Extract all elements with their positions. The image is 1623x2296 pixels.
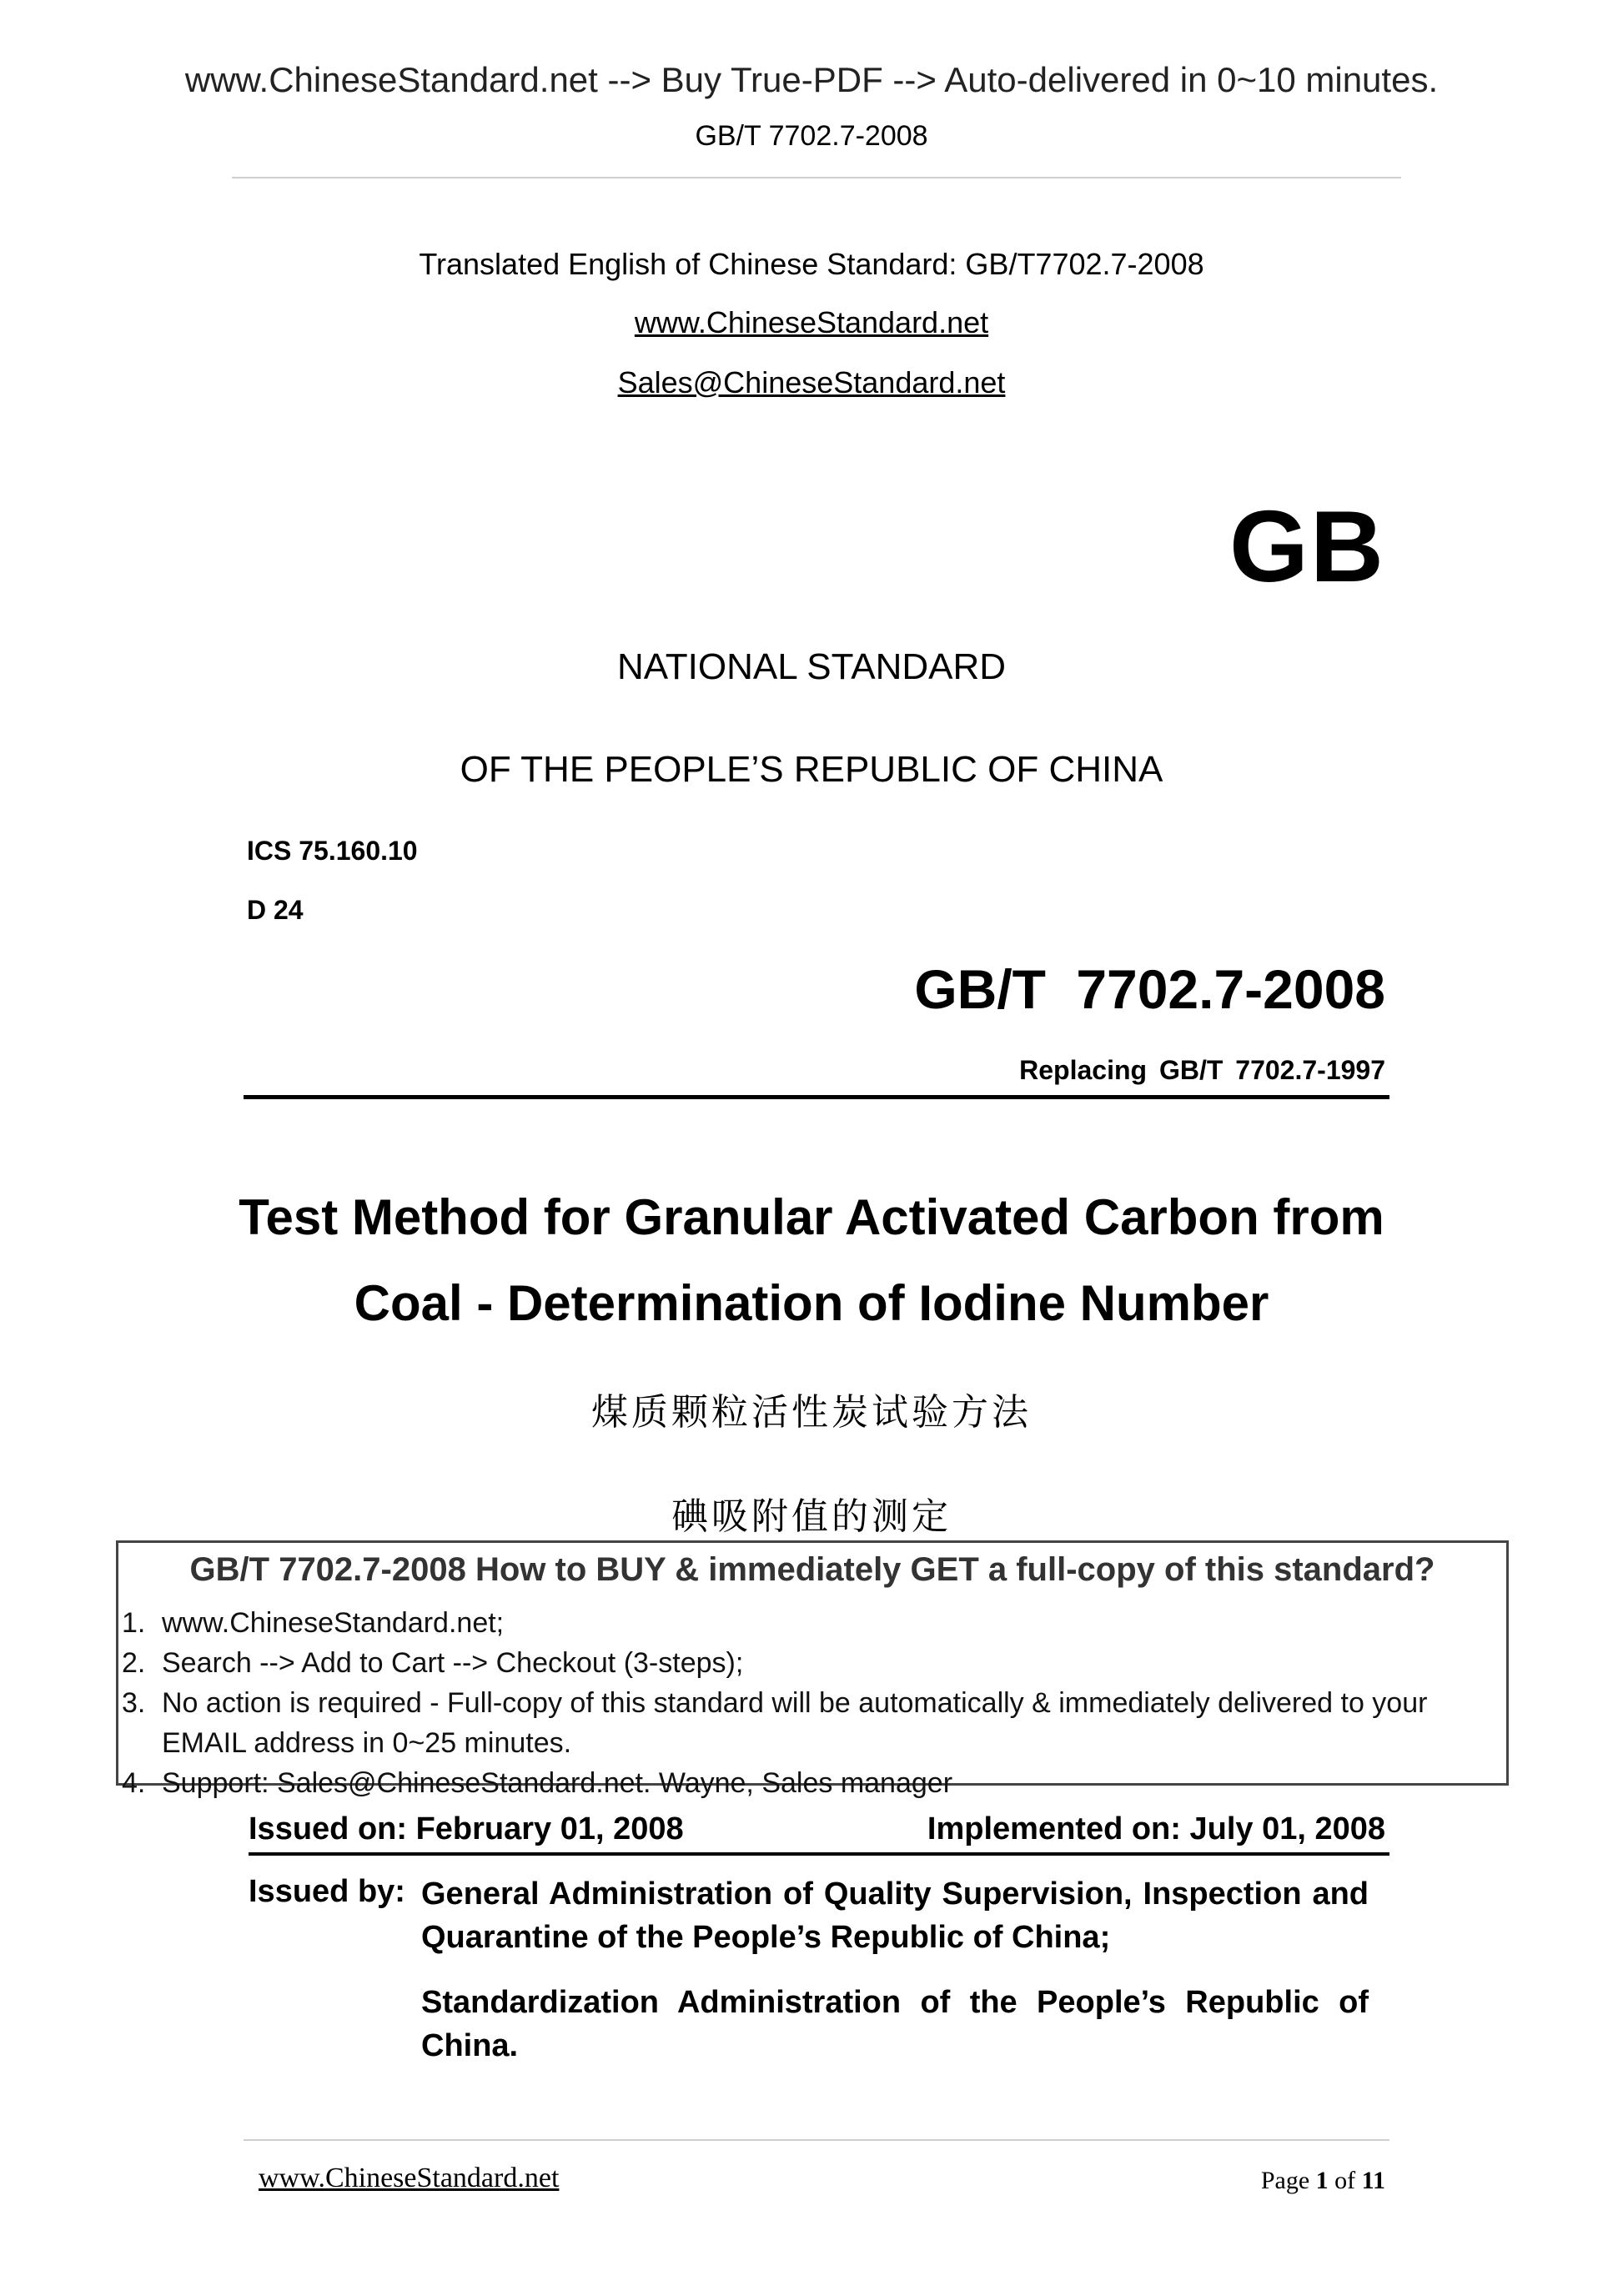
page-current: 1 [1315,2167,1329,2194]
buy-steps-list [122,1603,1490,1803]
issued-on-date: Issued on: February 01, 2008 [249,1811,684,1846]
buy-step-text: Support: Sales@ChineseStandard.net. Wayne, Sales manager [162,1767,953,1799]
buy-step-text: Search --> Add to Cart --> Checkout (3-steps); [162,1647,744,1679]
standard-code: GB/T 7702.7-2008 [914,958,1385,1020]
buy-step-number: 1. [122,1607,146,1639]
footer-divider [244,2139,1389,2141]
national-standard-line2: OF THE PEOPLE’S REPUBLIC OF CHINA [460,749,1163,790]
gb-logo: GB [1229,490,1385,603]
buy-step [122,1683,1490,1763]
buy-instructions-box [116,1540,1509,1799]
cover-divider [244,1095,1389,1099]
footer-website-link[interactable]: www.ChineseStandard.net [259,2163,560,2193]
buy-step [122,1763,1490,1803]
title-line2: Coal - Determination of Iodine Number [354,1275,1269,1331]
email-link-wrap [0,365,1623,400]
website-link[interactable]: www.ChineseStandard.net [634,305,989,339]
page-prefix: Page [1260,2167,1316,2194]
page-total: 11 [1361,2167,1385,2194]
page-indicator [1261,2167,1385,2195]
dates-divider [249,1852,1389,1856]
title-zh-line2: 碘吸附值的测定 [671,1495,952,1538]
email-link[interactable]: Sales@ChineseStandard.net [617,365,1006,399]
replacing-note: Replacing GB/T 7702.7-1997 [1019,1055,1385,1085]
buy-step-text: www.ChineseStandard.net; [162,1607,505,1639]
buy-step [122,1603,1490,1643]
ccs-code: D 24 [247,895,304,925]
header-promo-text: www.ChineseStandard.net --> Buy True-PDF --> Auto-delivered in 0~10 minutes. [184,60,1439,99]
implemented-on-date: Implemented on: July 01, 2008 [927,1811,1385,1846]
buy-box-title: GB/T 7702.7-2008 How to BUY & immediately GET a full-copy of this standard? [189,1551,1435,1588]
issuing-authority-2: Standardization Administration of the People’s Republic of China. [421,1985,1369,2063]
page-of: of [1328,2167,1362,2194]
issued-by-label: Issued by: [249,1874,405,1909]
translated-notice: Translated English of Chinese Standard: GB/T7702.7-2008 [419,247,1204,281]
header-divider [232,177,1401,178]
issuing-authority-1: General Administration of Quality Supervision, Inspection and Quarantine of the People’s Republic of China; [421,1876,1369,1955]
header-standard-code: GB/T 7702.7-2008 [695,120,928,152]
title-line1: Test Method for Granular Activated Carbon from [239,1189,1384,1245]
website-link-wrap [0,305,1623,340]
title-zh-line1: 煤质颗粒活性炭试验方法 [591,1391,1032,1434]
buy-step-number: 4. [122,1767,146,1799]
national-standard-line1: NATIONAL STANDARD [616,646,1007,687]
buy-step-text: No action is required - Full-copy of this standard will be automatically & immediately delivered to your EMAIL address in 0~25 minutes. [162,1687,1428,1759]
ics-code: ICS 75.160.10 [247,836,418,866]
buy-step-number: 3. [122,1687,146,1719]
buy-step [122,1643,1490,1683]
footer-website-wrap [259,2163,559,2194]
buy-step-number: 2. [122,1647,146,1679]
